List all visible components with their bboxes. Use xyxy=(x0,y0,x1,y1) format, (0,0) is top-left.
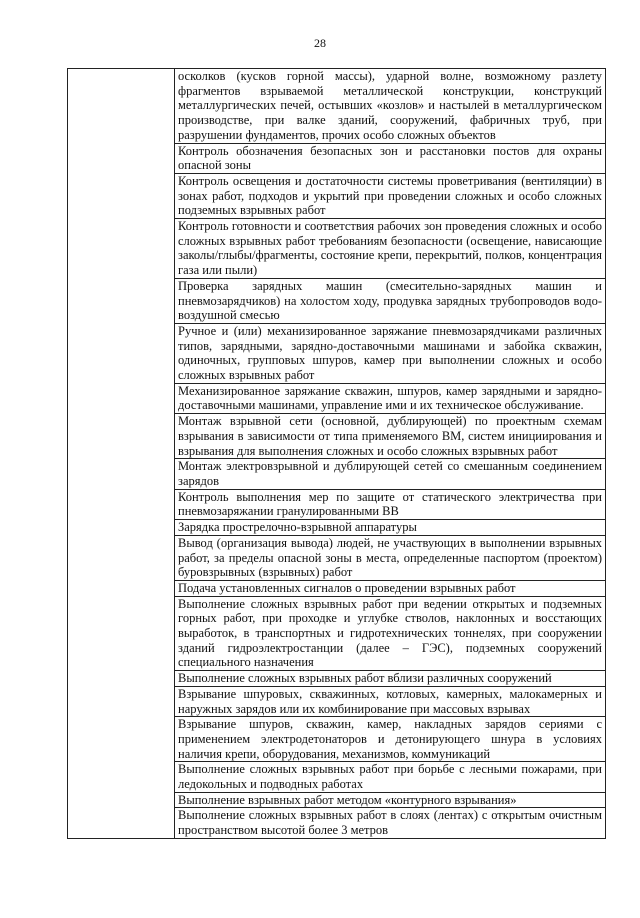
table-cell-text: Проверка зарядных машин (смесительно-зарядных машин и пневмозарядчиков) на холостом ходу, продувка зарядных трубопроводов водо-воздушной смесью xyxy=(175,278,606,323)
table-cell-text: Монтаж электровзрывной и дублирующей сетей со смешанным соединением зарядов xyxy=(175,459,606,489)
table-cell-text: Взрывание шпуров, скважин, камер, накладных зарядов сериями с применением электродетонаторов и детонирующего шнура в условиях наличия крепи, оборудования, механизмов, коммуникаций xyxy=(175,717,606,762)
table-cell-text: Контроль готовности и соответствия рабочих зон проведения сложных и особо сложных взрывных работ требованиям безопасности (освещение, нависающие заколы/глыбы/фрагменты, состояние крепи, перекрытий, полков, концентрация газа или пыли) xyxy=(175,219,606,279)
table-cell-text: осколков (кусков горной массы), ударной волне, возможному разлету фрагментов взрываемой металлической конструкции, конструкций металлургических печей, остывших «козлов» и настылей в металлургическом производстве, при валке зданий, сооружений, фабричных труб, при разрушении фундаментов, прочих особо сложных объектов xyxy=(175,69,606,144)
empty-left-column-cell xyxy=(68,69,175,839)
table-cell-text: Монтаж взрывной сети (основной, дублирующей) по проектным схемам взрывания в зависимости от типа применяемого ВМ, систем инициирования и взрывания для выполнения сложных и особо сложных взрывных работ xyxy=(175,414,606,459)
table-row xyxy=(68,69,606,144)
table-cell-text: Выполнение сложных взрывных работ в слоях (лентах) с открытым очистным пространством высотой более 3 метров xyxy=(175,808,606,838)
table-cell-text: Контроль выполнения мер по защите от статического электричества при пневмозаряжании гранулированными ВВ xyxy=(175,489,606,519)
table-cell-text: Выполнение сложных взрывных работ при борьбе с лесными пожарами, при ледокольных и подводных работах xyxy=(175,762,606,792)
table-cell-text: Ручное и (или) механизированное заряжание пневмозарядчиками различных типов, зарядными, зарядно-доставочными машинами и забойка скважин, одиночных, групповых шпуров, камер при выполнении сложных и особо сложных взрывных работ xyxy=(175,323,606,383)
table-cell-text: Контроль обозначения безопасных зон и расстановки постов для охраны опасной зоны xyxy=(175,143,606,173)
table-cell-text: Вывод (организация вывода) людей, не участвующих в выполнении взрывных работ, за пределы опасной зоны в места, определенные паспортом (проектом) буровзрывных (взрывных) работ xyxy=(175,535,606,580)
table-cell-text: Выполнение взрывных работ методом «контурного взрывания» xyxy=(175,792,606,808)
table-cell-text: Контроль освещения и достаточности системы проветривания (вентиляции) в зонах работ, подходов и укрытий при проведении сложных и особо сложных подземных взрывных работ xyxy=(175,173,606,218)
table-cell-text: Подача установленных сигналов о проведении взрывных работ xyxy=(175,580,606,596)
table-cell-text: Выполнение сложных взрывных работ вблизи различных сооружений xyxy=(175,671,606,687)
table-cell-text: Зарядка прострелочно-взрывной аппаратуры xyxy=(175,520,606,536)
labor-functions-table xyxy=(67,68,606,839)
table-cell-text: Выполнение сложных взрывных работ при ведении открытых и подземных горных работ, при проходке и углубке стволов, наклонных и восстающих выработок, в транспортных и гидротехнических тоннелях, при сооружении зданий гидроэлектростанции (далее – ГЭС), подземных сооружений специального назначения xyxy=(175,596,606,671)
page-number: 28 xyxy=(314,36,326,50)
table-cell-text: Взрывание шпуровых, скважинных, котловых, камерных, малокамерных и наружных зарядов или их комбинирование при массовых взрывах xyxy=(175,686,606,716)
table-cell-text: Механизированное заряжание скважин, шпуров, камер зарядными и зарядно-доставочными машинами, управление ими и их техническое обслуживание. xyxy=(175,383,606,413)
